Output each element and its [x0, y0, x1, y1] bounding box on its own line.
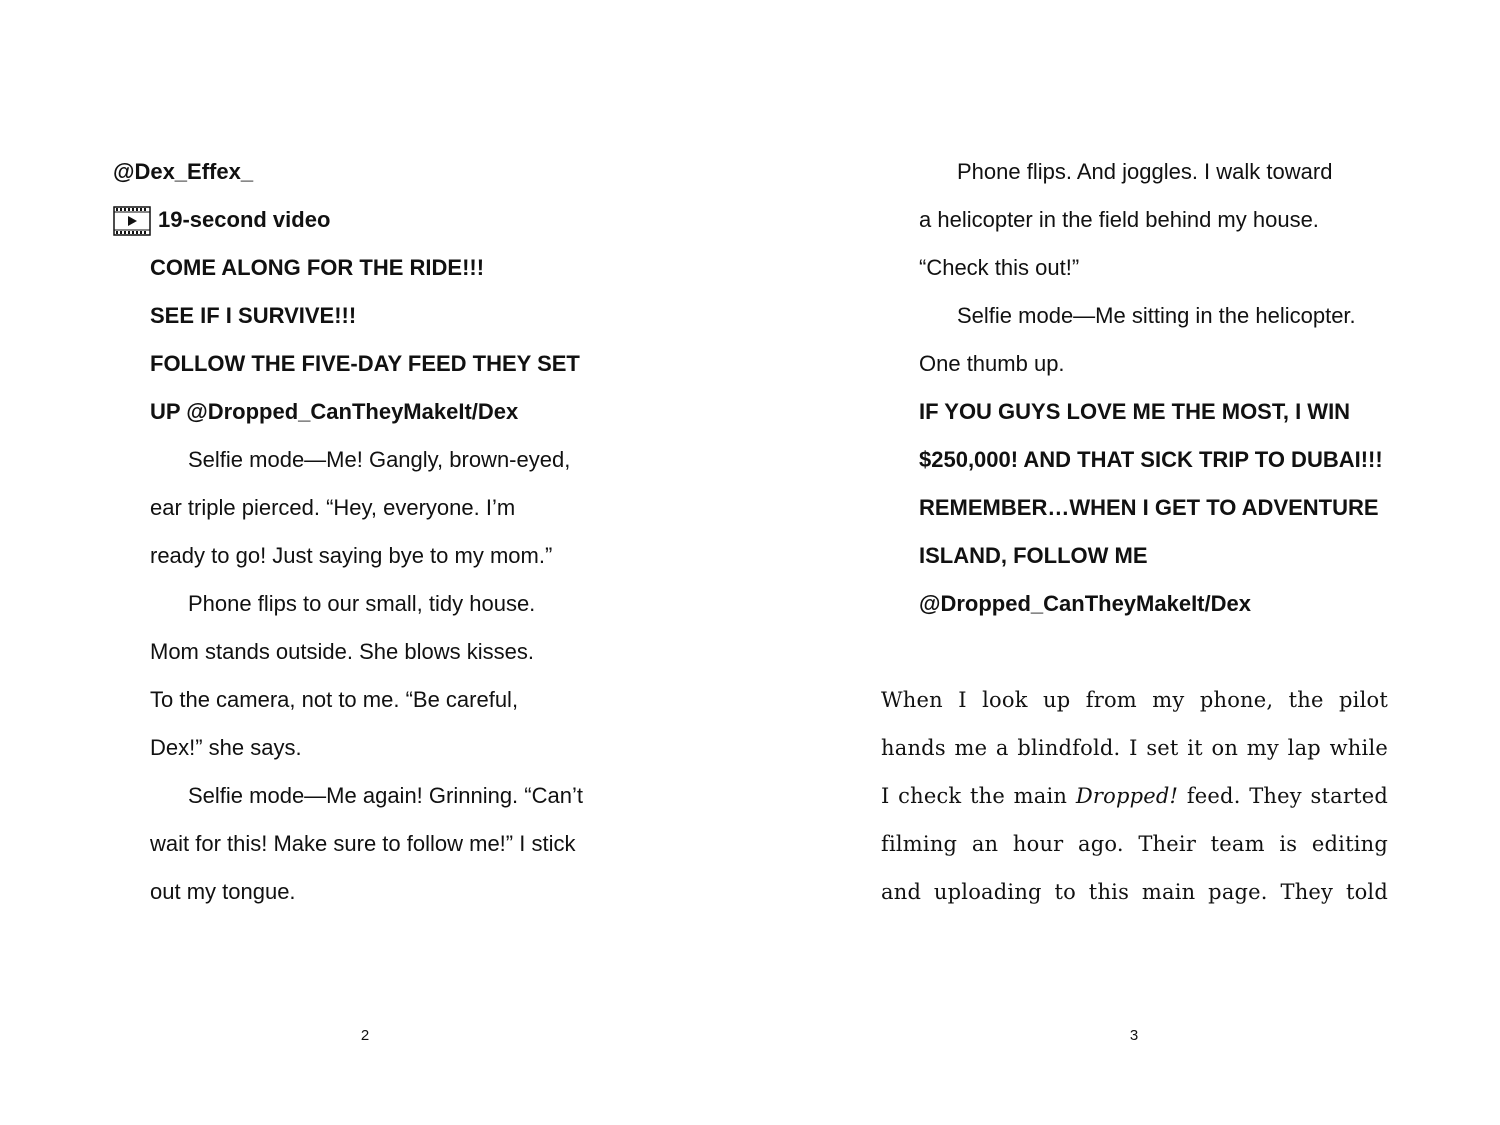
- body-line: a helicopter in the field behind my house.: [919, 207, 1319, 232]
- caption-line: IF YOU GUYS LOVE ME THE MOST, I WIN: [919, 399, 1351, 424]
- video-play-icon: [113, 205, 151, 235]
- narrative-text: feed. They started: [1178, 784, 1388, 808]
- caption-line: SEE IF I SURVIVE!!!: [150, 303, 357, 328]
- caption-line: FOLLOW THE FIVE-DAY FEED THEY SET: [150, 351, 580, 376]
- post-handle: @Dex_Effex_: [113, 159, 254, 184]
- body-line: One thumb up.: [919, 351, 1065, 376]
- body-line: Mom stands outside. She blows kisses.: [150, 639, 534, 664]
- narrative-line: [881, 772, 1388, 820]
- body-line: Selfie mode—Me! Gangly, brown-eyed,: [188, 447, 571, 472]
- narrative-line: filming an hour ago. Their team is editing: [881, 832, 1388, 856]
- video-duration-label: 19-second video: [158, 207, 331, 232]
- show-title: Dropped!: [1075, 784, 1179, 808]
- caption-line: UP @Dropped_CanTheyMakeIt/Dex: [150, 399, 519, 424]
- caption-handle: @Dropped_CanTheyMakeIt/Dex: [919, 591, 1251, 616]
- video-post-header: [113, 196, 330, 244]
- page-number: 2: [360, 1027, 370, 1044]
- caption-line: ISLAND, FOLLOW ME: [919, 543, 1148, 568]
- body-line: Phone flips. And joggles. I walk toward: [957, 159, 1333, 184]
- caption-line: $250,000! AND THAT SICK TRIP TO DUBAI!!!: [919, 447, 1383, 472]
- caption-line: COME ALONG FOR THE RIDE!!!: [150, 255, 485, 280]
- body-line: wait for this! Make sure to follow me!” I stick: [150, 831, 576, 856]
- body-line: ear triple pierced. “Hey, everyone. I’m: [150, 495, 516, 520]
- narrative-line: hands me a blindfold. I set it on my lap while: [881, 736, 1388, 760]
- page-number: 3: [1129, 1027, 1139, 1044]
- narrative-line: and uploading to this main page. They told: [881, 880, 1388, 904]
- narrative-line: When I look up from my phone, the pilot: [881, 688, 1388, 712]
- body-line: Selfie mode—Me sitting in the helicopter.: [957, 303, 1356, 328]
- body-line: Dex!” she says.: [150, 735, 302, 760]
- body-line: Selfie mode—Me again! Grinning. “Can’t: [188, 783, 583, 808]
- body-line: ready to go! Just saying bye to my mom.”: [150, 543, 553, 568]
- narrative-text: I check the main: [881, 784, 1076, 808]
- body-line: “Check this out!”: [919, 255, 1080, 280]
- right-page: [750, 0, 1500, 1125]
- body-line: Phone flips to our small, tidy house.: [188, 591, 536, 616]
- caption-line: REMEMBER…WHEN I GET TO ADVENTURE: [919, 495, 1379, 520]
- body-line: To the camera, not to me. “Be careful,: [150, 687, 519, 712]
- body-line: out my tongue.: [150, 879, 296, 904]
